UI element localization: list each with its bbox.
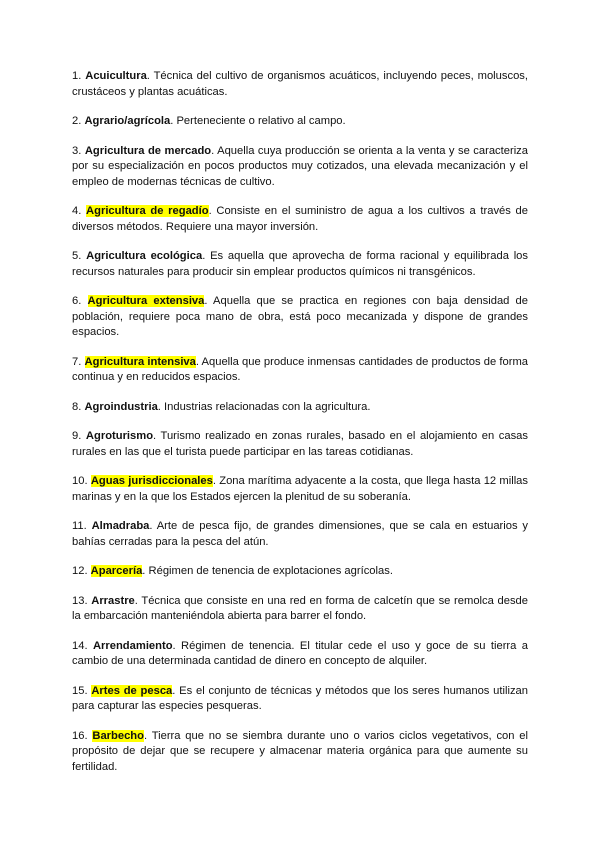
entry-definition: . Régimen de tenencia. El titular cede el uso y goce de su tierra a cambio de una determinada cantidad de dinero en concepto de alquiler. <box>72 639 528 667</box>
entry-term-highlighted: Artes de pesca <box>91 684 173 697</box>
glossary-entry <box>72 429 528 460</box>
entry-definition: . Técnica del cultivo de organismos acuáticos, incluyendo peces, moluscos, crustáceos y plantas acuáticas. <box>72 70 529 98</box>
glossary-entry <box>72 204 528 235</box>
glossary-entry <box>72 294 528 341</box>
entry-number: 7. <box>72 355 82 368</box>
entry-definition: . Es el conjunto de técnicas y métodos que los seres humanos utilizan para capturar las especies pesqueras. <box>72 684 528 712</box>
entry-number: 16. <box>72 729 88 742</box>
entry-number: 1. <box>72 70 82 82</box>
glossary-entry <box>72 400 528 416</box>
entry-term: Arrastre <box>91 594 135 607</box>
entry-number: 15. <box>72 684 88 697</box>
glossary-entry <box>72 474 528 505</box>
entry-definition: . Arte de pesca fijo, de grandes dimensiones, que se cala en estuarios y bahías cerradas para la pesca del atún. <box>72 520 528 548</box>
entry-definition: . Aquella que se practica en regiones con baja densidad de población, requiere poca mano de obra, está poco mecanizada y dispone de grandes espacios. <box>72 295 529 338</box>
entry-number: 11. <box>72 520 87 532</box>
entry-term: Agrario/agrícola <box>84 115 171 127</box>
entry-definition: . Técnica que consiste en una red en forma de calcetín que se remolca desde la embarcación manteniéndola abierta para barrer el fondo. <box>72 594 529 622</box>
glossary-entry <box>72 144 528 191</box>
entry-term: Agricultura ecológica <box>86 250 203 262</box>
glossary-entry <box>72 639 528 670</box>
entry-definition: . Turismo realizado en zonas rurales, basado en el alojamiento en casas rurales en las que el turista puede participar en las tareas cotidianas. <box>72 430 528 458</box>
entry-term-highlighted: Aguas jurisdiccionales <box>90 475 213 487</box>
entry-definition: . Zona marítima adyacente a la costa, que llega hasta 12 millas marinas y en la que los Estados ejercen la plenitud de su soberanía. <box>72 475 528 503</box>
entry-number: 4. <box>72 205 82 217</box>
entry-number: 9. <box>72 430 82 442</box>
entry-definition: . Industrias relacionadas con la agricultura. <box>157 400 371 413</box>
entry-number: 14. <box>72 639 88 652</box>
entry-term: Arrendamiento <box>92 639 173 652</box>
glossary-entry <box>72 684 528 715</box>
entry-term: Agroindustria <box>84 400 158 413</box>
entry-term-highlighted: Agricultura de regadío <box>86 205 209 217</box>
entry-definition: . Es aquella que aprovecha de forma racional y equilibrada los recursos naturales para producir sin emplear productos químicos ni transgénicos. <box>72 250 528 278</box>
entry-definition: . Consiste en el suministro de agua a los cultivos a través de diversos métodos. Requiere una mayor inversión. <box>72 205 528 233</box>
entry-term: Agroturismo <box>85 430 154 442</box>
entry-number: 8. <box>72 400 82 413</box>
glossary-list <box>72 69 528 775</box>
glossary-entry <box>72 249 528 280</box>
entry-term-highlighted: Agricultura intensiva <box>84 355 196 368</box>
entry-number: 3. <box>72 144 82 157</box>
glossary-entry <box>72 564 528 580</box>
entry-number: 2. <box>72 115 82 127</box>
entry-number: 6. <box>72 295 82 307</box>
entry-number: 10. <box>72 475 88 487</box>
entry-definition: . Régimen de tenencia de explotaciones agrícolas. <box>142 565 393 577</box>
glossary-entry <box>72 729 528 776</box>
glossary-entry <box>72 114 528 130</box>
entry-term-highlighted: Barbecho <box>92 729 144 742</box>
entry-definition: . Perteneciente o relativo al campo. <box>170 115 346 127</box>
entry-number: 12. <box>72 565 88 577</box>
entry-term: Acuicultura <box>85 70 147 82</box>
glossary-entry <box>72 519 528 550</box>
entry-number: 5. <box>72 250 82 262</box>
glossary-entry <box>72 355 528 386</box>
entry-definition: . Tierra que no se siembra durante uno o varios ciclos vegetativos, con el propósito de dejar que se recupere y almacenar materia orgánica para que aumente su fertilidad. <box>72 729 529 773</box>
entry-definition: . Aquella cuya producción se orienta a la venta y se caracteriza por su especialización en pocos productos muy cotizados, una elevada mecanización y el empleo de modernas técnicas de cultivo. <box>72 144 529 188</box>
entry-term: Agricultura de mercado <box>84 144 212 157</box>
glossary-entry <box>72 69 528 100</box>
entry-term-highlighted: Agricultura extensiva <box>87 295 205 307</box>
entry-term-highlighted: Aparcería <box>90 565 143 577</box>
glossary-entry <box>72 594 528 625</box>
entry-definition: . Aquella que produce inmensas cantidades de productos de forma continua y en reducidos espacios. <box>72 355 529 383</box>
entry-number: 13. <box>72 594 88 607</box>
entry-term: Almadraba <box>91 520 150 532</box>
